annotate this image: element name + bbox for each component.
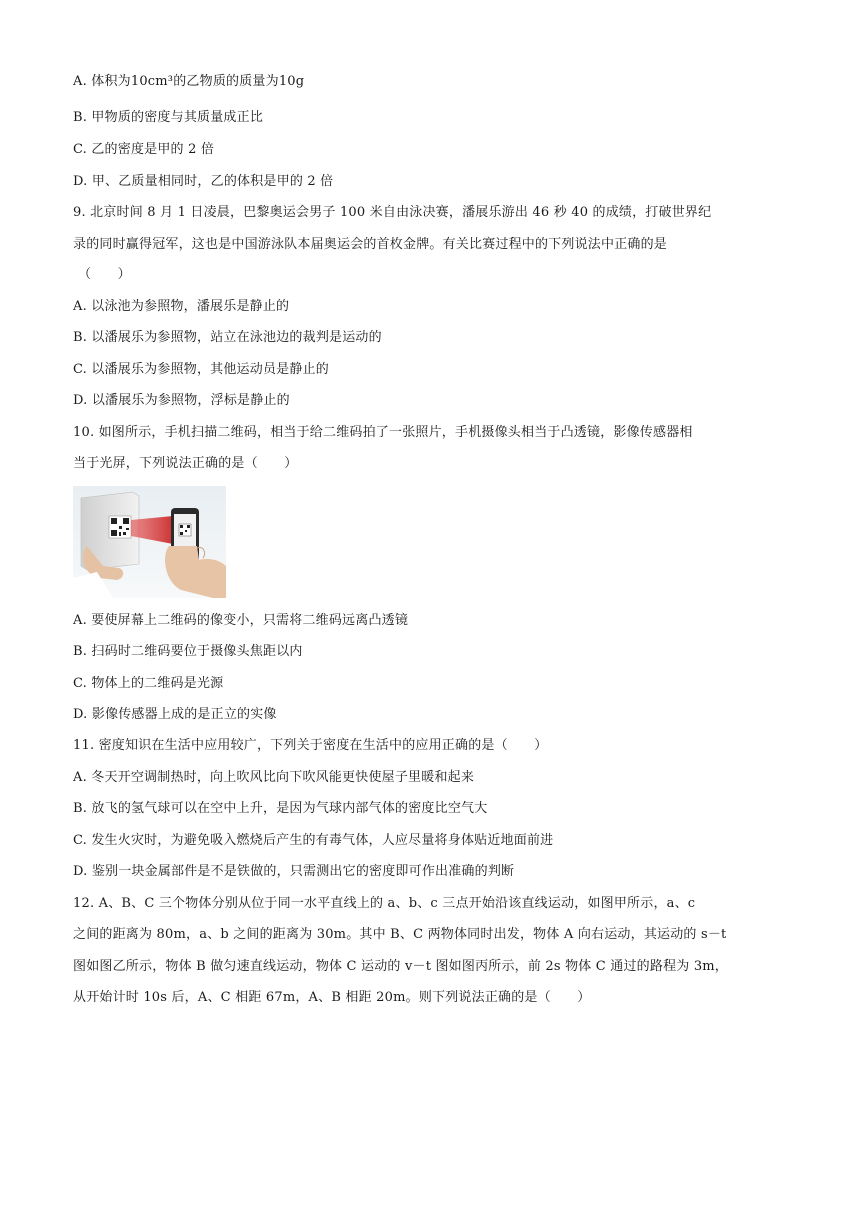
q10-option-b: B. 扫码时二维码要位于摄像头焦距以内: [73, 644, 303, 659]
q10-stem-line-2: 当于光屏，下列说法正确的是（ ）: [73, 456, 298, 471]
q8-option-a: A. 体积为10cm³的乙物质的质量为10g: [73, 74, 305, 89]
q10-option-d: D. 影像传感器上成的是正立的实像: [73, 707, 277, 722]
q8-option-d: D. 甲、乙质量相同时，乙的体积是甲的 2 倍: [73, 174, 334, 189]
q10-option-c: C. 物体上的二维码是光源: [73, 676, 224, 691]
q9-stem-line-2: 录的同时赢得冠军，这也是中国游泳队本届奥运会的首枚金牌。有关比赛过程中的下列说法中正确的是: [73, 237, 668, 252]
q12-stem-line-1: 12. A、B、C 三个物体分别从位于同一水平直线上的 a、b、c 三点开始沿该直线运动，如图甲所示，a、c: [73, 896, 696, 911]
q11-option-d: D. 鉴别一块金属部件是不是铁做的，只需测出它的密度即可作出准确的判断: [73, 864, 515, 879]
q11-option-a: A. 冬天开空调制热时，向上吹风比向下吹风能更快使屋子里暖和起来: [73, 770, 475, 785]
q8-option-c: C. 乙的密度是甲的 2 倍: [73, 142, 215, 157]
q9-option-d: D. 以潘展乐为参照物，浮标是静止的: [73, 393, 290, 408]
q11-stem: 11. 密度知识在生活中应用较广，下列关于密度在生活中的应用正确的是（ ）: [73, 738, 548, 753]
q9-option-a: A. 以泳池为参照物，潘展乐是静止的: [73, 299, 290, 314]
q9-answer-bracket: （ ）: [78, 267, 131, 282]
q10-option-a: A. 要使屏幕上二维码的像变小，只需将二维码远离凸透镜: [73, 613, 409, 628]
q12-stem-line-4: 从开始计时 10s 后，A、C 相距 67m，A、B 相距 20m。则下列说法正确的是（ ）: [73, 990, 591, 1005]
q10-stem-line-1: 10. 如图所示，手机扫描二维码，相当于给二维码拍了一张照片，手机摄像头相当于凸透镜，影像传感器相: [73, 425, 693, 440]
q9-option-c: C. 以潘展乐为参照物，其他运动员是静止的: [73, 362, 329, 377]
q12-stem-line-3: 图如图乙所示，物体 B 做匀速直线运动，物体 C 运动的 v－t 图如图丙所示，前 2s 物体 C 通过的路程为 3m，: [73, 959, 729, 974]
q11-option-b: B. 放飞的氢气球可以在空中上升，是因为气球内部气体的密度比空气大: [73, 801, 488, 816]
q9-stem-line-1: 9. 北京时间 8 月 1 日凌晨，巴黎奥运会男子 100 米自由泳决赛，潘展乐游出 46 秒 40 的成绩，打破世界纪: [73, 205, 712, 220]
qr-scan-figure: [73, 486, 226, 598]
q12-stem-line-2: 之间的距离为 80m，a、b 之间的距离为 30m。其中 B、C 两物体同时出发，物体 A 向右运动，其运动的 s－t: [73, 927, 727, 942]
q9-option-b: B. 以潘展乐为参照物，站立在泳池边的裁判是运动的: [73, 330, 382, 345]
q8-option-b: B. 甲物质的密度与其质量成正比: [73, 110, 264, 125]
q11-option-c: C. 发生火灾时，为避免吸入燃烧后产生的有毒气体，人应尽量将身体贴近地面前进: [73, 833, 554, 848]
